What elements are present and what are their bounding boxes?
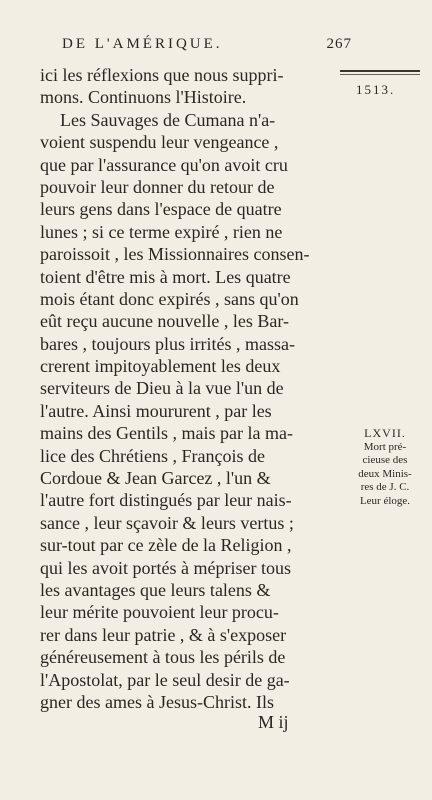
text-line: mains des Gentils , mais par la ma- [40, 423, 293, 444]
margin-rule-thin [340, 74, 420, 75]
margin-year: 1513. [356, 82, 396, 97]
text-line: paroissoit , les Missionnaires consen- [40, 244, 310, 265]
margin-note-line: Leur éloge. [359, 494, 411, 507]
text-line: Les Sauvages de Cumana n'a- [60, 109, 276, 130]
text-line: lunes ; si ce terme expiré , rien ne [40, 221, 283, 242]
text-line: que par l'assurance qu'on avoit cru [40, 154, 288, 175]
text-line: lice des Chrétiens , François de [40, 445, 265, 466]
text-line: eût reçu aucune nouvelle , les Bar- [40, 311, 290, 332]
running-header [62, 36, 352, 53]
text-line: qui les avoit portés à mépriser tous [40, 557, 291, 578]
text-line: l'autre fort distingués par leur nais- [40, 490, 292, 511]
margin-note-line: deux Minis- [358, 467, 412, 480]
text-line: sance , leur sçavoir & leurs vertus ; [40, 512, 294, 533]
text-line: bares , toujours plus irrités , massa- [40, 333, 295, 354]
text-line: mois étant donc expirés , sans qu'on [40, 288, 299, 309]
text-line: mons. Continuons l'Histoire. [40, 87, 247, 108]
text-line: leur mérite pouvoient leur procu- [40, 602, 279, 623]
text-line: serviteurs de Dieu à la vue l'un de [40, 378, 284, 399]
text-line: l'autre. Ainsi moururent , par les [40, 400, 272, 421]
text-line: ici les réflexions que nous suppri- [40, 65, 284, 85]
text-line: crerent impitoyablement les deux [40, 356, 281, 377]
text-line: gner des ames à Jesus-Christ. Ils [40, 691, 274, 712]
text-line: l'Apostolat, par le seul desir de ga- [40, 669, 290, 690]
text-line: sur-tout par ce zèle de la Religion , [40, 535, 292, 556]
margin-note-line: res de J. C. [360, 481, 410, 493]
running-title: DE L'AMÉRIQUE. [62, 36, 223, 52]
margin-note-number: LXVII. [364, 426, 406, 440]
text-line: leurs gens dans l'espace de quatre [40, 199, 282, 220]
page-number: 267 [326, 36, 352, 52]
margin-note-line: Mort pré- [363, 440, 407, 453]
text-line: toient d'être mis à mort. Les quatre [40, 266, 291, 287]
margin-rule [340, 70, 420, 72]
text-line: rer dans leur patrie , & à s'exposer [40, 624, 287, 645]
margin-note-line: cieuse des [362, 454, 408, 466]
signature-mark: M ij [258, 712, 289, 732]
text-line: pouvoir leur donner du retour de [40, 176, 275, 197]
body-text [40, 64, 338, 713]
text-line: voient suspendu leur vengeance , [40, 132, 279, 153]
text-line: généreusement à tous les périls de [40, 647, 286, 668]
text-line: Cordoue & Jean Garcez , l'un & [40, 468, 271, 489]
margin-note [341, 427, 429, 508]
text-line: les avantages que leurs talens & [40, 579, 271, 600]
